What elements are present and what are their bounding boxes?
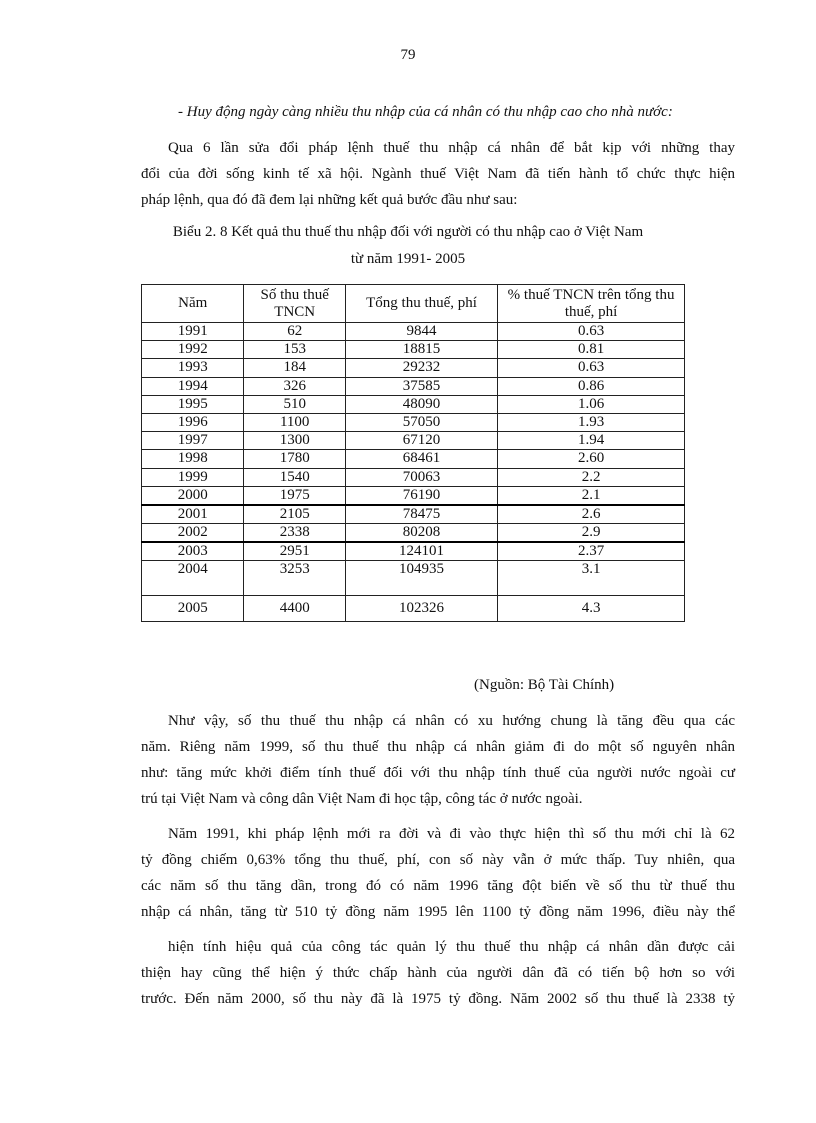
cell-pct: 0.63 (498, 359, 685, 377)
table-row (142, 432, 685, 450)
cell-pit: 153 (244, 341, 346, 359)
page-number: 79 (400, 47, 416, 63)
cell-total: 102326 (345, 596, 497, 622)
header-year: Năm (142, 285, 244, 323)
cell-year: 1994 (142, 377, 244, 395)
cell-total: 104935 (345, 561, 497, 596)
header-pit-revenue: Số thu thuế TNCN (244, 285, 346, 323)
intro-line-1: Qua 6 lần sửa đổi pháp lệnh thuế thu nhập cá nhân để bắt kịp với những thay (168, 140, 735, 156)
table-header-row (142, 285, 685, 323)
table-row (142, 359, 685, 377)
table-row (142, 596, 685, 622)
cell-pit: 326 (244, 377, 346, 395)
cell-year: 1997 (142, 432, 244, 450)
cell-total: 37585 (345, 377, 497, 395)
cell-pct: 1.06 (498, 395, 685, 413)
header-total-revenue: Tổng thu thuế, phí (345, 285, 497, 323)
intro-line-2: đổi của đời sống kinh tế xã hội. Ngành thuế Việt Nam đã tiến hành tổ chức thực hiện (141, 166, 735, 182)
cell-total: 124101 (345, 542, 497, 561)
para2-line-2: tỷ đồng chiếm 0,63% tổng thu thuế, phí, con số này vẫn ở mức thấp. Tuy nhiên, qua (141, 852, 735, 868)
cell-pct: 1.94 (498, 432, 685, 450)
cell-year: 1999 (142, 468, 244, 486)
table-row (142, 468, 685, 486)
cell-pit: 1100 (244, 413, 346, 431)
cell-total: 68461 (345, 450, 497, 468)
cell-total: 18815 (345, 341, 497, 359)
para2-line-3: các năm số thu tăng dần, trong đó có năm 1996 tăng đột biến về số thu từ thuế thu (141, 878, 735, 894)
cell-total: 29232 (345, 359, 497, 377)
cell-pct: 2.2 (498, 468, 685, 486)
para2-line-4: nhập cá nhân, tăng từ 510 tỷ đồng năm 1995 lên 1100 tỷ đồng năm 1996, điều này thể (141, 904, 735, 920)
cell-pit: 62 (244, 323, 346, 341)
cell-pct: 0.86 (498, 377, 685, 395)
tax-results-table (141, 284, 685, 622)
para1-line-2: năm. Riêng năm 1999, số thu thuế thu nhập cá nhân giảm đi do một số nguyên nhân (141, 739, 735, 755)
para3-line-1: hiện tính hiệu quả của công tác quản lý thu thuế thu nhập cá nhân dần được cải (168, 939, 735, 955)
table-row (142, 505, 685, 524)
cell-pct: 2.60 (498, 450, 685, 468)
cell-pit: 184 (244, 359, 346, 377)
cell-pit: 2105 (244, 505, 346, 524)
cell-year: 2005 (142, 596, 244, 622)
table-row (142, 486, 685, 505)
table-row (142, 561, 685, 596)
cell-year: 2004 (142, 561, 244, 596)
table-row (142, 395, 685, 413)
header-pit-percent: % thuế TNCN trên tổng thu thuế, phí (498, 285, 685, 323)
cell-pit: 3253 (244, 561, 346, 596)
para3-line-3: trước. Đến năm 2000, số thu này đã là 1975 tỷ đồng. Năm 2002 số thu thuế là 2338 tỷ (141, 991, 735, 1007)
cell-year: 2001 (142, 505, 244, 524)
table-row (142, 377, 685, 395)
cell-total: 70063 (345, 468, 497, 486)
cell-total: 67120 (345, 432, 497, 450)
cell-pit: 510 (244, 395, 346, 413)
cell-year: 2002 (142, 524, 244, 543)
cell-pit: 4400 (244, 596, 346, 622)
section-heading: - Huy động ngày càng nhiều thu nhập của cá nhân có thu nhập cao cho nhà nước: (178, 104, 673, 120)
cell-pct: 2.6 (498, 505, 685, 524)
cell-pct: 2.37 (498, 542, 685, 561)
cell-year: 1995 (142, 395, 244, 413)
table-row (142, 542, 685, 561)
cell-year: 1996 (142, 413, 244, 431)
table-row (142, 524, 685, 543)
cell-pit: 1300 (244, 432, 346, 450)
cell-pct: 2.9 (498, 524, 685, 543)
cell-pct: 3.1 (498, 561, 685, 596)
cell-total: 78475 (345, 505, 497, 524)
table-row (142, 323, 685, 341)
para3-line-2: thiện hay cũng thể hiện ý thức chấp hành của người dân đã có tiến bộ hơn so với (141, 965, 735, 981)
cell-year: 2000 (142, 486, 244, 505)
para2-line-1: Năm 1991, khi pháp lệnh mới ra đời và đi vào thực hiện thì số thu mới chỉ là 62 (168, 826, 735, 842)
intro-line-3: pháp lệnh, qua đó đã đem lại những kết quả bước đầu như sau: (141, 192, 518, 208)
cell-total: 9844 (345, 323, 497, 341)
para1-line-3: như: tăng mức khởi điểm tính thuế đối với thu nhập tính thuế của người nước ngoài cư (141, 765, 735, 781)
table-caption-line-2: từ năm 1991- 2005 (350, 251, 466, 267)
cell-year: 1991 (142, 323, 244, 341)
cell-pit: 1975 (244, 486, 346, 505)
cell-total: 80208 (345, 524, 497, 543)
table-row (142, 341, 685, 359)
table-source: (Nguồn: Bộ Tài Chính) (474, 677, 615, 693)
cell-pit: 2338 (244, 524, 346, 543)
para1-line-4: trú tại Việt Nam và công dân Việt Nam đi học tập, công tác ở nước ngoài. (141, 791, 583, 807)
table-row (142, 450, 685, 468)
cell-year: 1993 (142, 359, 244, 377)
cell-pct: 0.63 (498, 323, 685, 341)
cell-pct: 0.81 (498, 341, 685, 359)
cell-year: 1992 (142, 341, 244, 359)
cell-pct: 4.3 (498, 596, 685, 622)
cell-pct: 2.1 (498, 486, 685, 505)
cell-pit: 1540 (244, 468, 346, 486)
cell-pit: 2951 (244, 542, 346, 561)
cell-year: 1998 (142, 450, 244, 468)
cell-total: 76190 (345, 486, 497, 505)
cell-year: 2003 (142, 542, 244, 561)
para1-line-1: Như vậy, số thu thuế thu nhập cá nhân có xu hướng chung là tăng đều qua các (168, 713, 735, 729)
cell-total: 48090 (345, 395, 497, 413)
cell-pit: 1780 (244, 450, 346, 468)
table-caption-line-1: Biểu 2. 8 Kết quả thu thuế thu nhập đối với người có thu nhập cao ở Việt Nam (172, 224, 644, 240)
table-row (142, 413, 685, 431)
cell-total: 57050 (345, 413, 497, 431)
cell-pct: 1.93 (498, 413, 685, 431)
